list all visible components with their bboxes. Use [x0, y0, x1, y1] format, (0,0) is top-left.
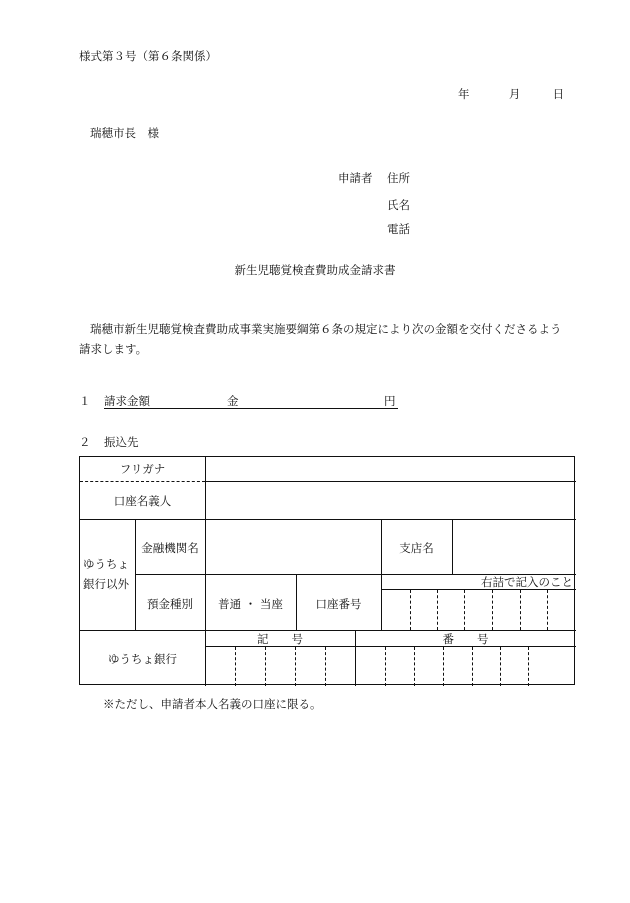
applicant-name-label: 氏名 — [387, 198, 410, 212]
digit-separator — [464, 590, 465, 630]
applicant-phone-label: 電話 — [387, 222, 410, 236]
digit-separator — [385, 647, 386, 686]
digit-separator — [437, 590, 438, 630]
row-divider — [205, 646, 576, 647]
account-holder-label: 口座名義人 — [113, 494, 172, 508]
digit-separator — [295, 647, 296, 686]
item1-number: １ — [79, 394, 91, 408]
digit-separator — [500, 647, 501, 686]
date-year: 年 — [458, 87, 470, 101]
digit-separator — [443, 647, 444, 686]
footnote: ※ただし、申請者本人名義の口座に限る。 — [103, 697, 322, 711]
row-divider — [80, 630, 576, 631]
furigana-label: フリガナ — [119, 462, 166, 476]
yucho-bank-label: ゆうちょ銀行 — [108, 652, 177, 666]
amount-kin: 金 — [227, 394, 239, 408]
digit-separator — [414, 647, 415, 686]
branch-name-label: 支店名 — [399, 541, 434, 555]
digit-separator — [325, 647, 326, 686]
date-day: 日 — [552, 87, 565, 101]
document-title: 新生児聴覚検査費助成金請求書 — [234, 263, 396, 277]
account-number-label: 口座番号 — [315, 597, 362, 611]
row-divider — [80, 519, 576, 520]
bangou-label: 番 号 — [442, 632, 489, 646]
digit-separator — [410, 590, 411, 630]
row-divider — [80, 481, 205, 482]
right-align-note: 右詰で記入のこと — [481, 575, 573, 589]
digit-separator — [520, 590, 521, 630]
applicant-address-label: 住所 — [387, 171, 410, 185]
non-yucho-label-1: ゆうちょ — [83, 557, 129, 571]
non-yucho-label-2: 銀行以外 — [83, 577, 129, 591]
form-number: 様式第３号（第６条関係） — [79, 49, 217, 63]
item2-heading: ２ 振込先 — [79, 435, 139, 449]
bank-account-table — [79, 456, 575, 685]
col-divider — [205, 457, 206, 686]
kigou-label: 記 号 — [257, 632, 303, 646]
deposit-type-options: 普通 ・ 当座 — [218, 597, 283, 611]
col-divider — [452, 519, 453, 574]
bank-name-label: 金融機関名 — [141, 541, 199, 555]
addressee: 瑞穂市長 様 — [90, 126, 159, 140]
request-statement: 瑞穂市新生児聴覚検査費助成事業実施要綱第６条の規定により次の金額を交付くださるよう請求します。 — [79, 322, 562, 356]
digit-separator — [547, 590, 548, 630]
col-divider — [135, 519, 136, 630]
applicant-label: 申請者 — [338, 171, 373, 185]
digit-separator — [528, 647, 529, 686]
digit-separator — [265, 647, 266, 686]
row-divider — [205, 481, 576, 482]
amount-label: 請求金額 — [104, 394, 150, 408]
digit-separator — [492, 590, 493, 630]
deposit-type-label: 預金種別 — [147, 597, 193, 611]
date-line — [458, 87, 564, 101]
date-month: 月 — [508, 87, 521, 101]
amount-yen: 円 — [384, 394, 396, 408]
digit-separator — [472, 647, 473, 686]
digit-separator — [235, 647, 236, 686]
